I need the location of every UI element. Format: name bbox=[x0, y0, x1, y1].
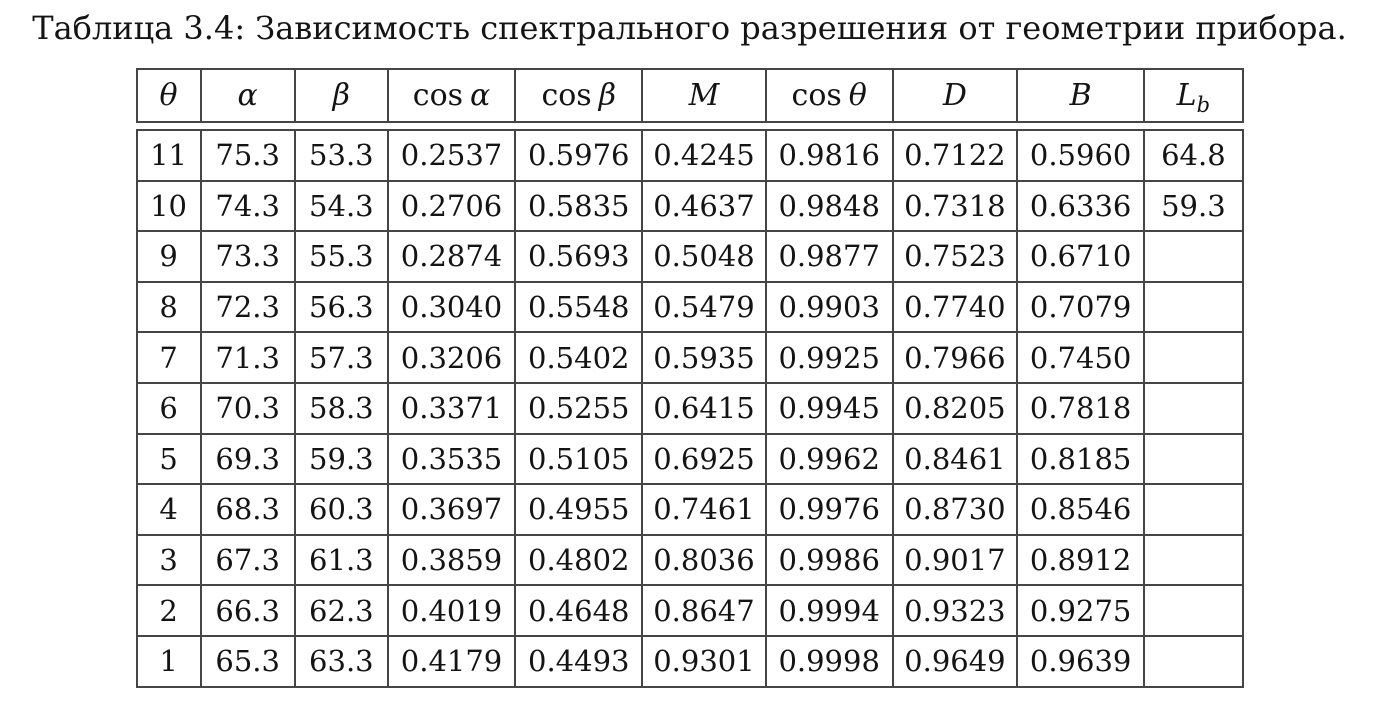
cell-d: 0.9323 bbox=[893, 585, 1017, 636]
cell-theta: 4 bbox=[137, 484, 201, 535]
cell-beta: 60.3 bbox=[295, 484, 388, 535]
cell-l-b: 59.3 bbox=[1144, 181, 1242, 232]
cell-cos-theta: 0.9903 bbox=[766, 282, 893, 333]
math-symbol: α bbox=[470, 78, 491, 113]
header-row bbox=[137, 69, 1243, 122]
cell-m: 0.6415 bbox=[642, 383, 765, 434]
cell-theta: 9 bbox=[137, 231, 201, 282]
math-operator: cos bbox=[541, 78, 592, 113]
math-operator: cos bbox=[412, 78, 464, 113]
cell-theta: 3 bbox=[137, 535, 201, 586]
cell-alpha: 65.3 bbox=[201, 636, 295, 687]
cell-theta: 5 bbox=[137, 434, 201, 485]
cell-cos-alpha: 0.3371 bbox=[388, 383, 515, 434]
cell-d: 0.7523 bbox=[893, 231, 1017, 282]
table-body bbox=[136, 129, 1244, 688]
cell-m: 0.8036 bbox=[642, 535, 765, 586]
cell-beta: 61.3 bbox=[295, 535, 388, 586]
cell-b: 0.7450 bbox=[1017, 332, 1144, 383]
cell-cos-theta: 0.9816 bbox=[766, 130, 893, 181]
cell-beta: 62.3 bbox=[295, 585, 388, 636]
cell-l-b bbox=[1144, 636, 1242, 687]
cell-alpha: 73.3 bbox=[201, 231, 295, 282]
cell-cos-alpha: 0.3040 bbox=[388, 282, 515, 333]
cell-d: 0.9649 bbox=[893, 636, 1017, 687]
cell-theta: 6 bbox=[137, 383, 201, 434]
cell-theta: 1 bbox=[137, 636, 201, 687]
cell-cos-beta: 0.5548 bbox=[515, 282, 642, 333]
cell-alpha: 75.3 bbox=[201, 130, 295, 181]
column-header-b bbox=[1017, 69, 1144, 122]
cell-m: 0.4637 bbox=[642, 181, 765, 232]
cell-m: 0.5935 bbox=[642, 332, 765, 383]
cell-cos-beta: 0.5105 bbox=[515, 434, 642, 485]
cell-cos-theta: 0.9998 bbox=[766, 636, 893, 687]
document-page bbox=[0, 8, 1379, 688]
cell-theta: 7 bbox=[137, 332, 201, 383]
cell-l-b: 64.8 bbox=[1144, 130, 1242, 181]
cell-cos-theta: 0.9976 bbox=[766, 484, 893, 535]
cell-b: 0.7079 bbox=[1017, 282, 1144, 333]
cell-d: 0.8461 bbox=[893, 434, 1017, 485]
cell-cos-alpha: 0.2874 bbox=[388, 231, 515, 282]
cell-m: 0.4245 bbox=[642, 130, 765, 181]
column-header-cos-beta bbox=[515, 69, 642, 122]
cell-alpha: 67.3 bbox=[201, 535, 295, 586]
cell-beta: 55.3 bbox=[295, 231, 388, 282]
table-row bbox=[137, 181, 1243, 232]
column-header-beta bbox=[295, 69, 388, 122]
cell-theta: 2 bbox=[137, 585, 201, 636]
math-symbol: θ bbox=[848, 78, 867, 113]
cell-cos-theta: 0.9925 bbox=[766, 332, 893, 383]
cell-cos-theta: 0.9877 bbox=[766, 231, 893, 282]
math-symbol: B bbox=[1069, 78, 1092, 113]
cell-m: 0.5479 bbox=[642, 282, 765, 333]
cell-beta: 63.3 bbox=[295, 636, 388, 687]
cell-cos-theta: 0.9962 bbox=[766, 434, 893, 485]
cell-b: 0.8546 bbox=[1017, 484, 1144, 535]
math-symbol: α bbox=[237, 78, 258, 113]
math-symbol: θ bbox=[159, 78, 178, 113]
data-table bbox=[136, 68, 1244, 688]
column-header-alpha bbox=[201, 69, 295, 122]
cell-d: 0.8205 bbox=[893, 383, 1017, 434]
cell-d: 0.9017 bbox=[893, 535, 1017, 586]
cell-cos-beta: 0.4493 bbox=[515, 636, 642, 687]
table-caption: Таблица 3.4: Зависимость спектрального разрешения от геометрии прибора. bbox=[32, 9, 1347, 47]
column-header-cos-alpha bbox=[388, 69, 515, 122]
cell-l-b bbox=[1144, 282, 1242, 333]
cell-alpha: 70.3 bbox=[201, 383, 295, 434]
cell-cos-alpha: 0.3535 bbox=[388, 434, 515, 485]
table-row bbox=[137, 231, 1243, 282]
cell-b: 0.8185 bbox=[1017, 434, 1144, 485]
cell-m: 0.6925 bbox=[642, 434, 765, 485]
cell-b: 0.6336 bbox=[1017, 181, 1144, 232]
math-symbol: β bbox=[332, 78, 351, 113]
cell-l-b bbox=[1144, 535, 1242, 586]
cell-d: 0.7966 bbox=[893, 332, 1017, 383]
cell-cos-beta: 0.4648 bbox=[515, 585, 642, 636]
cell-beta: 53.3 bbox=[295, 130, 388, 181]
cell-l-b bbox=[1144, 484, 1242, 535]
table-header bbox=[136, 68, 1244, 123]
cell-l-b bbox=[1144, 585, 1242, 636]
cell-cos-beta: 0.4955 bbox=[515, 484, 642, 535]
cell-cos-alpha: 0.2537 bbox=[388, 130, 515, 181]
cell-alpha: 66.3 bbox=[201, 585, 295, 636]
cell-cos-alpha: 0.3697 bbox=[388, 484, 515, 535]
cell-m: 0.7461 bbox=[642, 484, 765, 535]
cell-m: 0.5048 bbox=[642, 231, 765, 282]
cell-b: 0.6710 bbox=[1017, 231, 1144, 282]
cell-theta: 11 bbox=[137, 130, 201, 181]
cell-l-b bbox=[1144, 434, 1242, 485]
cell-beta: 59.3 bbox=[295, 434, 388, 485]
cell-l-b bbox=[1144, 383, 1242, 434]
column-header-m bbox=[642, 69, 765, 122]
cell-cos-beta: 0.5693 bbox=[515, 231, 642, 282]
column-header-d bbox=[893, 69, 1017, 122]
cell-l-b bbox=[1144, 332, 1242, 383]
cell-alpha: 69.3 bbox=[201, 434, 295, 485]
cell-d: 0.7122 bbox=[893, 130, 1017, 181]
math-symbol: L bbox=[1176, 78, 1197, 113]
math-symbol: β bbox=[598, 78, 617, 113]
cell-beta: 56.3 bbox=[295, 282, 388, 333]
cell-theta: 10 bbox=[137, 181, 201, 232]
cell-l-b bbox=[1144, 231, 1242, 282]
cell-b: 0.5960 bbox=[1017, 130, 1144, 181]
table-row bbox=[137, 636, 1243, 687]
cell-cos-theta: 0.9945 bbox=[766, 383, 893, 434]
cell-alpha: 74.3 bbox=[201, 181, 295, 232]
cell-theta: 8 bbox=[137, 282, 201, 333]
table-row bbox=[137, 130, 1243, 181]
table-rows bbox=[137, 130, 1243, 687]
cell-cos-beta: 0.5255 bbox=[515, 383, 642, 434]
cell-d: 0.7740 bbox=[893, 282, 1017, 333]
column-header-cos-theta bbox=[766, 69, 893, 122]
cell-beta: 57.3 bbox=[295, 332, 388, 383]
cell-cos-beta: 0.5835 bbox=[515, 181, 642, 232]
cell-cos-alpha: 0.3859 bbox=[388, 535, 515, 586]
table-row bbox=[137, 383, 1243, 434]
cell-b: 0.8912 bbox=[1017, 535, 1144, 586]
cell-alpha: 72.3 bbox=[201, 282, 295, 333]
table-row bbox=[137, 585, 1243, 636]
math-operator: cos bbox=[791, 78, 842, 113]
cell-cos-alpha: 0.4019 bbox=[388, 585, 515, 636]
cell-b: 0.9275 bbox=[1017, 585, 1144, 636]
table-row bbox=[137, 484, 1243, 535]
math-symbol: D bbox=[942, 78, 967, 113]
cell-beta: 58.3 bbox=[295, 383, 388, 434]
table-row bbox=[137, 282, 1243, 333]
cell-cos-beta: 0.5976 bbox=[515, 130, 642, 181]
table-row bbox=[137, 332, 1243, 383]
table-row bbox=[137, 434, 1243, 485]
cell-cos-alpha: 0.3206 bbox=[388, 332, 515, 383]
cell-alpha: 68.3 bbox=[201, 484, 295, 535]
cell-b: 0.7818 bbox=[1017, 383, 1144, 434]
cell-cos-alpha: 0.4179 bbox=[388, 636, 515, 687]
math-subscript: b bbox=[1196, 93, 1211, 117]
cell-cos-theta: 0.9848 bbox=[766, 181, 893, 232]
cell-cos-beta: 0.5402 bbox=[515, 332, 642, 383]
math-symbol: M bbox=[688, 78, 720, 113]
cell-cos-theta: 0.9986 bbox=[766, 535, 893, 586]
column-header-l-b bbox=[1144, 69, 1242, 122]
cell-d: 0.7318 bbox=[893, 181, 1017, 232]
cell-cos-alpha: 0.2706 bbox=[388, 181, 515, 232]
cell-cos-theta: 0.9994 bbox=[766, 585, 893, 636]
column-header-theta bbox=[137, 69, 201, 122]
cell-beta: 54.3 bbox=[295, 181, 388, 232]
table-row bbox=[137, 535, 1243, 586]
cell-d: 0.8730 bbox=[893, 484, 1017, 535]
cell-m: 0.8647 bbox=[642, 585, 765, 636]
cell-alpha: 71.3 bbox=[201, 332, 295, 383]
cell-m: 0.9301 bbox=[642, 636, 765, 687]
cell-cos-beta: 0.4802 bbox=[515, 535, 642, 586]
cell-b: 0.9639 bbox=[1017, 636, 1144, 687]
